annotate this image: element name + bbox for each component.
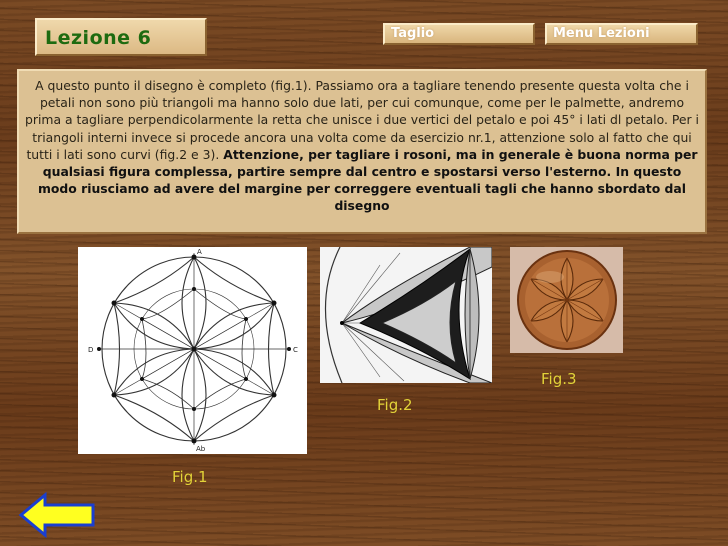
shaded-petal-drawing <box>320 247 492 383</box>
lesson-warning: Attenzione, per tagliare i rosoni, ma in generale è buona norma per qualsiasi figura complessa, partire sempre dal centro e spostarsi verso l'esterno. In questo modo riusciamo ad avere del margine per correggere eventuali tagli che hanno sbordato dal disegno <box>37 146 698 214</box>
figure-2-image <box>320 247 492 383</box>
figure-2-label: Fig.2 <box>377 396 413 414</box>
point-label-right: C <box>293 346 298 354</box>
left-arrow-icon <box>18 492 96 538</box>
lesson-title: Lezione 6 <box>45 27 152 49</box>
back-button[interactable] <box>18 492 96 542</box>
taglio-button[interactable]: Taglio <box>383 23 535 45</box>
figure-1-label: Fig.1 <box>172 468 208 486</box>
figure-3-label: Fig.3 <box>541 370 577 388</box>
figure-3-image <box>510 247 623 353</box>
lesson-title-box <box>35 18 207 56</box>
lesson-text-box <box>17 69 707 234</box>
rosette-construction-drawing <box>78 247 307 454</box>
figure-1-image <box>78 247 307 454</box>
point-label-top: A <box>197 248 202 256</box>
menu-lezioni-button[interactable]: Menu Lezioni <box>545 23 698 45</box>
point-label-bottom: Ab <box>196 445 206 453</box>
point-label-left: D <box>88 346 94 354</box>
carved-rosette-photo <box>510 247 623 353</box>
lesson-paragraph: A questo punto il disegno è completo (fig.1). Passiamo ora a tagliare tenendo presente questa volta che i petali non sono più triangoli ma hanno solo due lati, per cui comunque, come per le palmette, andremo prima a tagliare perpendicolarmente la retta che unisce i due vertici del petalo e poi 45° i lati dl petalo. Per i triangoli interni invece si procede ancora una volta come da esercizio nr.1, attenzione solo al fatto che qui tutti i lati sono curvi (fig.2 e 3). <box>24 78 699 162</box>
